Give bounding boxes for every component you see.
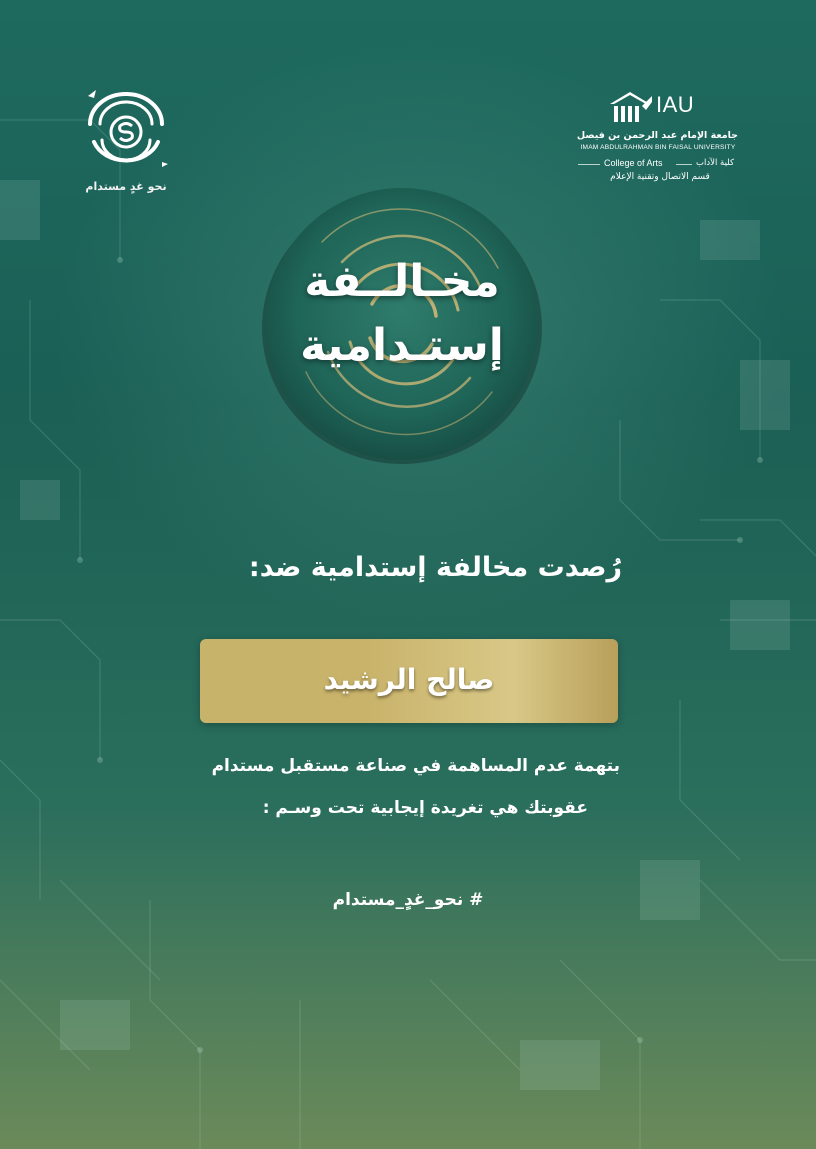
charge-text: بتهمة عدم المساهمة في صناعة مستقبل مستدام: [211, 756, 620, 776]
emblem-title: [232, 250, 572, 378]
university-name-ar: جامعة الإمام عبد الرحمن بن فيصل: [576, 130, 738, 141]
emblem-title-line1: مخـالــفة: [304, 256, 500, 307]
penalty-text: عقوبتك هي تغريدة إيجابية تحت وسـم :: [262, 798, 588, 818]
university-acronym: IAU: [656, 92, 695, 117]
headline: رُصدت مخالفة إستدامية ضد:: [248, 552, 622, 583]
recipient-name: صالح الرشيد: [323, 663, 495, 696]
university-emblem-icon: [608, 88, 654, 126]
department-name: قسم الاتصال وتقنية الإعلام: [610, 172, 710, 182]
hashtag: # نحو_غدٍ_مستدام: [332, 890, 484, 910]
college-row: [572, 156, 740, 172]
sustainability-s-icon: [80, 84, 172, 176]
violation-emblem: [232, 182, 572, 466]
emblem-title-line2: إستـدامية: [300, 320, 504, 371]
recipient-name-box: [200, 639, 618, 723]
university-name-en: IMAM ABDULRAHMAN BIN FAISAL UNIVERSITY: [580, 144, 736, 151]
university-logo: [572, 88, 740, 198]
college-name-en: College of Arts: [604, 158, 663, 168]
divider: [578, 164, 600, 165]
logo-caption: نحو غدٍ مستدام: [85, 180, 167, 193]
college-name-ar: كلية الآداب: [696, 158, 735, 168]
sustainable-tomorrow-logo: [76, 84, 176, 194]
divider: [676, 164, 692, 165]
